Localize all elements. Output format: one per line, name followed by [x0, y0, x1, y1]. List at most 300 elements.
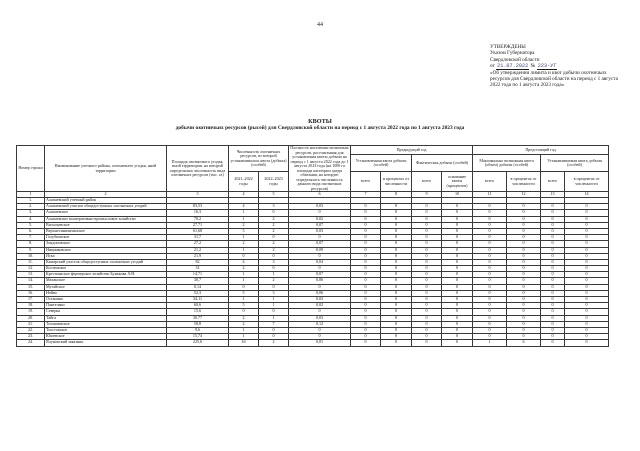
header-percent: в процентах от численности	[381, 172, 412, 192]
value-cell: 0	[381, 266, 412, 272]
area-name-cell: Иска	[45, 253, 167, 259]
value-cell: 0	[541, 235, 565, 241]
value-cell: 0	[507, 253, 541, 259]
value-cell: 0	[412, 222, 442, 228]
value-cell: 0	[507, 266, 541, 272]
value-cell: 0	[565, 259, 609, 265]
value-cell: 0,07	[289, 222, 351, 228]
value-cell: 0	[442, 334, 473, 340]
value-cell: 31,7	[167, 235, 229, 241]
value-cell: 0	[565, 228, 609, 234]
value-cell: 0	[442, 210, 473, 216]
value-cell: 0	[229, 284, 259, 290]
value-cell: 0	[351, 340, 381, 346]
column-number: 13	[541, 192, 565, 198]
header-years-2022: 2022–2023 годы	[259, 172, 289, 192]
value-cell: 0	[442, 222, 473, 228]
value-cell: 1	[229, 327, 259, 333]
value-cell: 0	[289, 253, 351, 259]
value-cell: 0	[442, 321, 473, 327]
value-cell: 0	[412, 321, 442, 327]
value-cell: 0	[381, 241, 412, 247]
header-area-name: Наименование учетного района, охотничьего угодья, иной территории	[45, 146, 167, 192]
column-number: 12	[507, 192, 541, 198]
table-header	[17, 146, 609, 198]
row-number-cell: 22.	[17, 327, 45, 333]
column-number: 11	[473, 192, 507, 198]
value-cell: 0	[381, 235, 412, 241]
value-cell: 225,6	[167, 340, 229, 346]
value-cell: 0	[442, 235, 473, 241]
value-cell: 0	[565, 210, 609, 216]
value-cell: 0	[565, 334, 609, 340]
value-cell: 0	[507, 247, 541, 253]
value-cell: 0	[507, 297, 541, 303]
date-prefix: от	[490, 63, 495, 70]
column-number: 1	[17, 192, 45, 198]
value-cell: 0	[507, 290, 541, 296]
value-cell: 1	[229, 210, 259, 216]
area-name-cell: Толстовское	[45, 327, 167, 333]
value-cell: 0	[412, 340, 442, 346]
header-density: Плотность населения охотничьих ресурсов, рассчитанная для установления квоты добычи на период с 1 августа 2022 года до 1 августа 2023 года (на 1000 га площади категории среды обитания, на которую определялась численность данного вида охотничьих ресурсов)	[290, 145, 349, 191]
value-cell: 0	[473, 241, 507, 247]
row-number-cell: 7.	[17, 235, 45, 241]
value-cell: 0	[412, 228, 442, 234]
approval-line-region: Свердловской области	[490, 56, 540, 63]
value-cell: 0	[351, 315, 381, 321]
column-number: 14	[565, 192, 609, 198]
value-cell: 21,2	[167, 247, 229, 253]
value-cell: 0	[381, 253, 412, 259]
value-cell: 0,07	[289, 241, 351, 247]
area-name-cell: Маханское	[45, 278, 167, 284]
value-cell: 0	[541, 228, 565, 234]
value-cell: 1	[229, 334, 259, 340]
value-cell: 9,6	[167, 327, 229, 333]
value-cell: 0	[351, 235, 381, 241]
value-cell: 0	[412, 247, 442, 253]
value-cell: 0	[351, 266, 381, 272]
value-cell: 0	[507, 278, 541, 284]
approval-block	[490, 44, 624, 89]
value-cell: 0	[565, 247, 609, 253]
value-cell: 1	[259, 297, 289, 303]
value-cell: 0	[541, 290, 565, 296]
value-cell: 0	[351, 204, 381, 210]
value-cell: 1	[229, 278, 259, 284]
value-cell: 0	[541, 321, 565, 327]
value-cell: 0	[507, 259, 541, 265]
value-cell: 14,71	[167, 272, 229, 278]
column-number: 8	[381, 192, 412, 198]
value-cell: 0	[541, 303, 565, 309]
value-cell: 0	[541, 284, 565, 290]
value-cell: 0,03	[289, 228, 351, 234]
value-cell: 0	[412, 216, 442, 222]
value-cell: 4	[229, 259, 259, 265]
value-cell: 0	[442, 272, 473, 278]
row-number-cell: 2.	[17, 204, 45, 210]
approval-line-decree: Указом Губернатора	[490, 50, 535, 57]
value-cell: 0	[442, 290, 473, 296]
value-cell: 0	[507, 315, 541, 321]
value-cell: 0	[442, 247, 473, 253]
value-cell: 0	[442, 284, 473, 290]
value-cell: 2	[259, 241, 289, 247]
header-percent: в процентах от численности	[507, 172, 541, 192]
value-cell: 0	[473, 290, 507, 296]
value-cell: 0	[507, 222, 541, 228]
value-cell: 30,7	[167, 278, 229, 284]
value-cell: 0	[473, 222, 507, 228]
area-name-cell: Камарский участок общедоступных охотничьих угодий	[45, 259, 167, 265]
value-cell: 0	[351, 253, 381, 259]
row-number-cell: 9.	[17, 247, 45, 253]
value-cell: 0	[541, 340, 565, 346]
row-number-cell: 18.	[17, 303, 45, 309]
area-name-cell: Нейва	[45, 290, 167, 296]
row-number-cell: 1.	[17, 198, 45, 204]
header-basis: основание квоты (процентов)	[442, 172, 473, 192]
area-name-cell: Ялуновский заказник	[45, 340, 167, 346]
header-years-2021: 2021–2022 годы	[229, 172, 259, 192]
value-cell: 0	[381, 259, 412, 265]
value-cell: 5	[229, 303, 259, 309]
value-cell: 0	[565, 204, 609, 210]
area-name-cell: Ницинковское	[45, 247, 167, 253]
header-total: всего	[473, 172, 507, 192]
value-cell: 0	[473, 297, 507, 303]
value-cell: 15,74	[167, 334, 229, 340]
value-cell: 82	[167, 259, 229, 265]
value-cell: 78,2	[167, 216, 229, 222]
value-cell: 0	[565, 290, 609, 296]
value-cell: 0	[541, 204, 565, 210]
row-number-cell: 13.	[17, 272, 45, 278]
value-cell: 0	[473, 334, 507, 340]
approval-subject: «Об утверждении лимита и квот добычи охотничьих ресурсов для Свердловской области на период с 1 августа 2022 года по 1 августа 2023 года»	[490, 69, 618, 89]
value-cell: 0	[565, 309, 609, 315]
value-cell: 0	[442, 303, 473, 309]
value-cell: 0	[541, 315, 565, 321]
column-number: 6	[289, 192, 351, 198]
value-cell: 0	[507, 321, 541, 327]
value-cell: 2	[259, 247, 289, 253]
row-number-cell: 20.	[17, 315, 45, 321]
value-cell: 0	[412, 284, 442, 290]
value-cell: 0,02	[289, 216, 351, 222]
area-name-cell: Пантелаки	[45, 303, 167, 309]
value-cell: 0	[351, 247, 381, 253]
value-cell: 0	[442, 241, 473, 247]
area-name-cell: Останино	[45, 297, 167, 303]
value-cell: 0	[351, 284, 381, 290]
value-cell: 0	[565, 315, 609, 321]
value-cell: 0	[289, 284, 351, 290]
value-cell: 0	[565, 216, 609, 222]
header-total: всего	[412, 172, 442, 192]
value-cell: 0	[289, 235, 351, 241]
header-abundance: Численность охотничьих ресурсов, из которой устанавливалась квота (добыча) (особей)	[229, 146, 289, 172]
value-cell: 16	[229, 340, 259, 346]
value-cell: 0	[442, 259, 473, 265]
value-cell: 27,2	[167, 241, 229, 247]
area-name-cell: Алапаевский участок общедоступных охотничьих угодий	[45, 204, 167, 210]
value-cell: 0	[412, 272, 442, 278]
value-cell: 2	[229, 222, 259, 228]
header-total: всего	[541, 172, 565, 192]
row-number-cell: 6.	[17, 228, 45, 234]
value-cell: 0	[381, 309, 412, 315]
value-cell: 0	[473, 309, 507, 315]
value-cell: 0	[541, 222, 565, 228]
row-number-cell: 4.	[17, 216, 45, 222]
header-max-quota: Максимально возможная квота (объем) добычи (особей)	[473, 155, 541, 172]
header-set-quota: Устанавливаемая квота добычи (особей)	[541, 155, 609, 172]
value-cell: 0	[565, 266, 609, 272]
value-cell: 0	[565, 241, 609, 247]
column-number: 3	[167, 192, 229, 198]
value-cell: 0	[442, 228, 473, 234]
row-number-cell: 16.	[17, 290, 45, 296]
area-name-cell: Костинское	[45, 266, 167, 272]
value-cell: 0	[412, 259, 442, 265]
area-name-cell: Мугайское	[45, 284, 167, 290]
value-cell: 0	[381, 315, 412, 321]
value-cell: 1	[229, 235, 259, 241]
value-cell: 0	[412, 315, 442, 321]
area-name-cell: Верхнесинячихинское	[45, 228, 167, 234]
value-cell: 0	[381, 210, 412, 216]
area-name-cell: Северка	[45, 309, 167, 315]
row-number-cell: 12.	[17, 266, 45, 272]
value-cell: 0	[541, 309, 565, 315]
value-cell: 0	[381, 204, 412, 210]
value-cell: 0	[442, 266, 473, 272]
value-cell: 0	[381, 303, 412, 309]
value-cell: 0	[351, 309, 381, 315]
value-cell: 2	[259, 340, 289, 346]
value-cell: 0	[351, 228, 381, 234]
value-cell: 1	[229, 247, 259, 253]
value-cell: 0	[351, 216, 381, 222]
value-cell: 0,07	[289, 272, 351, 278]
header-percent: в процентах от численности	[565, 172, 609, 192]
value-cell: 0	[507, 284, 541, 290]
value-cell: 0	[351, 321, 381, 327]
value-cell: 0	[442, 297, 473, 303]
value-cell: 0	[381, 334, 412, 340]
value-cell: 0	[541, 259, 565, 265]
row-number-cell: 23.	[17, 334, 45, 340]
area-name-cell: Алапаевское	[45, 210, 167, 216]
value-cell: 0	[351, 272, 381, 278]
value-cell: 34,11	[167, 297, 229, 303]
value-cell: 0	[442, 278, 473, 284]
value-cell: 0	[507, 272, 541, 278]
column-number: 10	[442, 192, 473, 198]
value-cell: 0	[259, 235, 289, 241]
value-cell: 0	[541, 297, 565, 303]
decree-date: 21.07.2022	[497, 63, 529, 70]
value-cell: 3	[259, 259, 289, 265]
value-cell: 0	[473, 278, 507, 284]
column-number: 5	[259, 192, 289, 198]
value-cell: 0	[507, 241, 541, 247]
value-cell: 0	[259, 309, 289, 315]
value-cell: 0	[541, 247, 565, 253]
row-number-cell: 21.	[17, 321, 45, 327]
value-cell: 0	[412, 334, 442, 340]
value-cell: 1	[259, 315, 289, 321]
value-cell: 0	[473, 210, 507, 216]
value-cell: 0	[229, 253, 259, 259]
value-cell: 1	[473, 340, 507, 346]
value-cell: 0	[381, 216, 412, 222]
value-cell: 0	[351, 303, 381, 309]
value-cell: 0,04	[289, 259, 351, 265]
value-cell: 0	[473, 204, 507, 210]
row-number-cell: 3.	[17, 210, 45, 216]
header-row-number: Номер строки	[17, 146, 45, 192]
value-cell: 0	[473, 247, 507, 253]
value-cell: 0	[507, 204, 541, 210]
value-cell: 0	[412, 297, 442, 303]
value-cell: 27,71	[167, 222, 229, 228]
value-cell: 0	[381, 247, 412, 253]
value-cell: 3	[259, 290, 289, 296]
value-cell: 0	[473, 303, 507, 309]
value-cell: 0	[289, 210, 351, 216]
value-cell: 0	[412, 204, 442, 210]
value-cell: 0	[289, 334, 351, 340]
value-cell: 0	[541, 327, 565, 333]
header-total: всего	[351, 172, 381, 192]
value-cell: 0	[412, 266, 442, 272]
value-cell: 0	[565, 222, 609, 228]
row-number-cell: 24.	[17, 340, 45, 346]
value-cell: 0	[473, 253, 507, 259]
value-cell: 0	[473, 216, 507, 222]
value-cell: 1	[229, 272, 259, 278]
value-cell: 0	[381, 222, 412, 228]
column-number: 7	[351, 192, 381, 198]
value-cell: 0	[541, 253, 565, 259]
value-cell: 0	[565, 278, 609, 284]
column-number: 2	[45, 192, 167, 198]
area-name-cell: Крестьянское фермерское хозяйство Бунькова А.Н.	[45, 272, 167, 278]
value-cell: 0	[412, 290, 442, 296]
value-cell: 0	[351, 327, 381, 333]
value-cell: 0	[259, 327, 289, 333]
value-cell: 0	[442, 315, 473, 321]
value-cell: 21,9	[167, 253, 229, 259]
value-cell: 0,12	[289, 321, 351, 327]
value-cell: 0	[412, 241, 442, 247]
value-cell: 0	[381, 327, 412, 333]
value-cell: 0	[381, 321, 412, 327]
value-cell: 5	[229, 228, 259, 234]
value-cell: 5	[229, 290, 259, 296]
value-cell: 0	[473, 272, 507, 278]
value-cell: 0	[412, 327, 442, 333]
value-cell: 0	[473, 259, 507, 265]
value-cell: 0	[412, 303, 442, 309]
value-cell: 0	[565, 253, 609, 259]
value-cell: 6	[507, 340, 541, 346]
value-cell: 0	[541, 210, 565, 216]
value-cell: 0	[351, 290, 381, 296]
value-cell: 0	[507, 216, 541, 222]
area-name-cell: Толмачевское	[45, 321, 167, 327]
page-number: 44	[317, 22, 323, 28]
approval-heading: УТВЕРЖДЕНЫ	[490, 44, 526, 50]
value-cell: 31	[167, 266, 229, 272]
header-prev-quota: Установленная квота добычи (особей)	[351, 155, 412, 172]
value-cell: 0	[565, 235, 609, 241]
header-upcoming-year: Предстоящий год	[473, 146, 609, 155]
value-cell: 61,68	[167, 228, 229, 234]
value-cell: 2	[259, 278, 289, 284]
value-cell: 0	[541, 334, 565, 340]
value-cell: 58,8	[167, 321, 229, 327]
value-cell: 0	[442, 204, 473, 210]
value-cell: 0	[565, 321, 609, 327]
row-number-cell: 10.	[17, 253, 45, 259]
value-cell: 0	[473, 266, 507, 272]
value-cell: 0	[289, 309, 351, 315]
area-name-cell: Зондоновское	[45, 241, 167, 247]
value-cell: 0	[565, 340, 609, 346]
value-cell: 0	[507, 303, 541, 309]
value-cell: 0	[565, 297, 609, 303]
value-cell: 2	[229, 315, 259, 321]
value-cell: 2	[259, 228, 289, 234]
quota-table	[16, 145, 609, 347]
value-cell: 0	[507, 309, 541, 315]
value-cell: 0	[351, 278, 381, 284]
value-cell: 0	[381, 297, 412, 303]
value-cell: 52,3	[167, 290, 229, 296]
row-number-cell: 11.	[17, 259, 45, 265]
value-cell: 0	[507, 327, 541, 333]
value-cell: 1	[259, 272, 289, 278]
value-cell: 0	[412, 210, 442, 216]
row-number-cell: 8.	[17, 241, 45, 247]
value-cell: 0,03	[289, 297, 351, 303]
value-cell: 0	[442, 340, 473, 346]
value-cell: 0	[289, 266, 351, 272]
document-title: КВОТЫ	[308, 118, 332, 125]
value-cell: 1	[229, 216, 259, 222]
value-cell: 0	[412, 278, 442, 284]
value-cell: 0	[473, 315, 507, 321]
table-row	[17, 340, 609, 346]
header-area-size: Площадь охотничьего угодья, иной территории, на которой определялась численность вида охотничьих ресурсов (тыс. га)	[167, 146, 229, 192]
document-subtitle: добычи охотничьих ресурсов (рысей) для Свердловской области на период с 1 августа 2022 года по 1 августа 2023 года	[175, 125, 465, 131]
value-cell: 4	[229, 204, 259, 210]
value-cell: 0	[442, 216, 473, 222]
value-cell: 0,03	[289, 204, 351, 210]
row-number-cell: 5.	[17, 222, 45, 228]
value-cell: 1	[229, 297, 259, 303]
header-previous-year: Предыдущий год	[351, 146, 473, 155]
value-cell: 0	[442, 327, 473, 333]
value-cell: 0	[351, 334, 381, 340]
value-cell: 0	[381, 278, 412, 284]
value-cell: 7	[259, 321, 289, 327]
